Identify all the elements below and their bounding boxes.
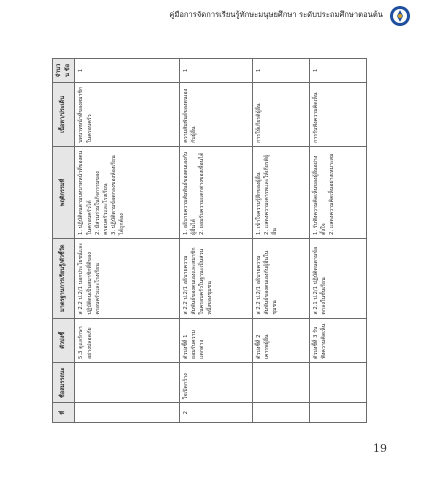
page-header — [0, 0, 427, 40]
evidence-item: 1. ปฏิบัติตนตามบทบาทหน้าที่ของตนในครอบครัวได้ — [78, 150, 93, 235]
evidence-item: 1. อธิบายความสัมพันธ์ของตนเองกับผู้อื่นได้ — [182, 151, 198, 235]
curriculum-table-container — [52, 58, 367, 423]
cell-assessment: บทบาทหน้าที่ของสมาชิกในครอบครัว — [75, 82, 180, 146]
evidence-item: 2. แสดงความเคารพและให้เกียรติผู้อื่น — [263, 154, 279, 235]
cell-assessment: การให้เกียรติผู้อื่น — [252, 82, 309, 146]
cell-indicator: ตัวบ่งชี้ที่ 3 รับฟังความคิดเห็น — [309, 318, 366, 362]
curriculum-table — [52, 58, 367, 423]
header-assessment: เนื้อหา/ประเด็น — [53, 82, 75, 146]
cell-evidence — [75, 146, 180, 238]
cell-count: 1 — [75, 59, 180, 83]
seal-emblem-icon — [389, 5, 411, 27]
cell-count: 1 — [179, 59, 252, 83]
table-header-row — [53, 59, 75, 423]
header-competency: ชื่อสมรรถนะ — [53, 363, 75, 403]
header-indicator: ตัวบ่งชี้ — [53, 318, 75, 362]
cell-count: 1 — [309, 59, 366, 83]
cell-standard: ส 2.2 ป.2/1 อธิบายความสัมพันธ์ของตนเองกับผู้อื่นในชุมชน — [252, 238, 309, 318]
evidence-item: 3. ปฏิบัติตามข้อตกลงของห้องเรียนได้ถูกต้อง — [111, 155, 126, 235]
cell-competency — [75, 363, 180, 403]
cell-evidence — [309, 146, 366, 238]
cell-standard: ส 2.2 ป.2/1 อธิบายความสัมพันธ์ของตนเองและสมาชิกในครอบครัวในฐานะเป็นส่วนหนึ่งของชุมชน — [179, 238, 252, 318]
table-row — [75, 59, 180, 423]
cell-count: 1 — [252, 59, 309, 83]
cell-evidence — [252, 146, 309, 238]
header-evidence: พฤติกรรมที่ — [53, 146, 75, 238]
header-count: จำนวน ข้อ — [53, 59, 75, 83]
cell-assessment: ความสัมพันธ์ของตนเองกับผู้อื่น — [179, 82, 252, 146]
cell-no — [309, 403, 366, 423]
cell-evidence — [179, 146, 252, 238]
cell-competency — [309, 363, 366, 403]
cell-competency — [252, 363, 309, 403]
evidence-item: 1. เข้าใจความรู้สึกของผู้อื่น — [255, 172, 262, 235]
header-title: คู่มือการจัดการเรียนรู้ทักษะมนุษยศึกษา ระดับประถมศึกษาตอนต้น — [169, 10, 383, 19]
table-row — [309, 59, 366, 423]
cell-assessment: การรับฟังความคิดเห็น — [309, 82, 366, 146]
cell-no — [75, 403, 180, 423]
cell-competency: ใจเปิดกว้าง — [179, 363, 252, 403]
cell-indicator: ตัวบ่งชี้ที่ 1 ยอมรับความแตกต่าง — [179, 318, 252, 362]
cell-no: 2 — [179, 403, 252, 423]
evidence-item: 2. ยอมรับความแตกต่างของเพื่อนได้ — [199, 152, 206, 235]
table-row — [252, 59, 309, 423]
evidence-item: 1. รับฟังความคิดเห็นของผู้อื่นอย่างตั้งใจ — [312, 155, 328, 235]
evidence-item: 2. มีส่วนร่วมในกิจกรรมของครอบครัวและโรงเรียน — [94, 171, 109, 235]
evidence-item: 2. แสดงความคิดเห็นอย่างเหมาะสม — [329, 153, 336, 235]
cell-standard: ส 2.1 ป.2/1 ปฏิบัติตนตามข้อตกลงในชั้นเรียน — [309, 238, 366, 318]
header-no: ที่ — [53, 403, 75, 423]
page-number: 19 — [373, 442, 387, 455]
cell-indicator: ตัวบ่งชี้ที่ 2 เคารพผู้อื่น — [252, 318, 309, 362]
cell-standard: ส 2.2 ป.2/1 บอกประโยชน์และปฏิบัติตนเป็นสมาชิกที่ดีของครอบครัวและโรงเรียน — [75, 238, 180, 318]
cell-no — [252, 403, 309, 423]
table-row — [179, 59, 252, 423]
header-standard: มาตรฐานการเรียนรู้/ตัวชี้วัด — [53, 238, 75, 318]
cell-indicator: 5.3 ดูแลรักษาอย่างปลอดภัย — [75, 318, 180, 362]
